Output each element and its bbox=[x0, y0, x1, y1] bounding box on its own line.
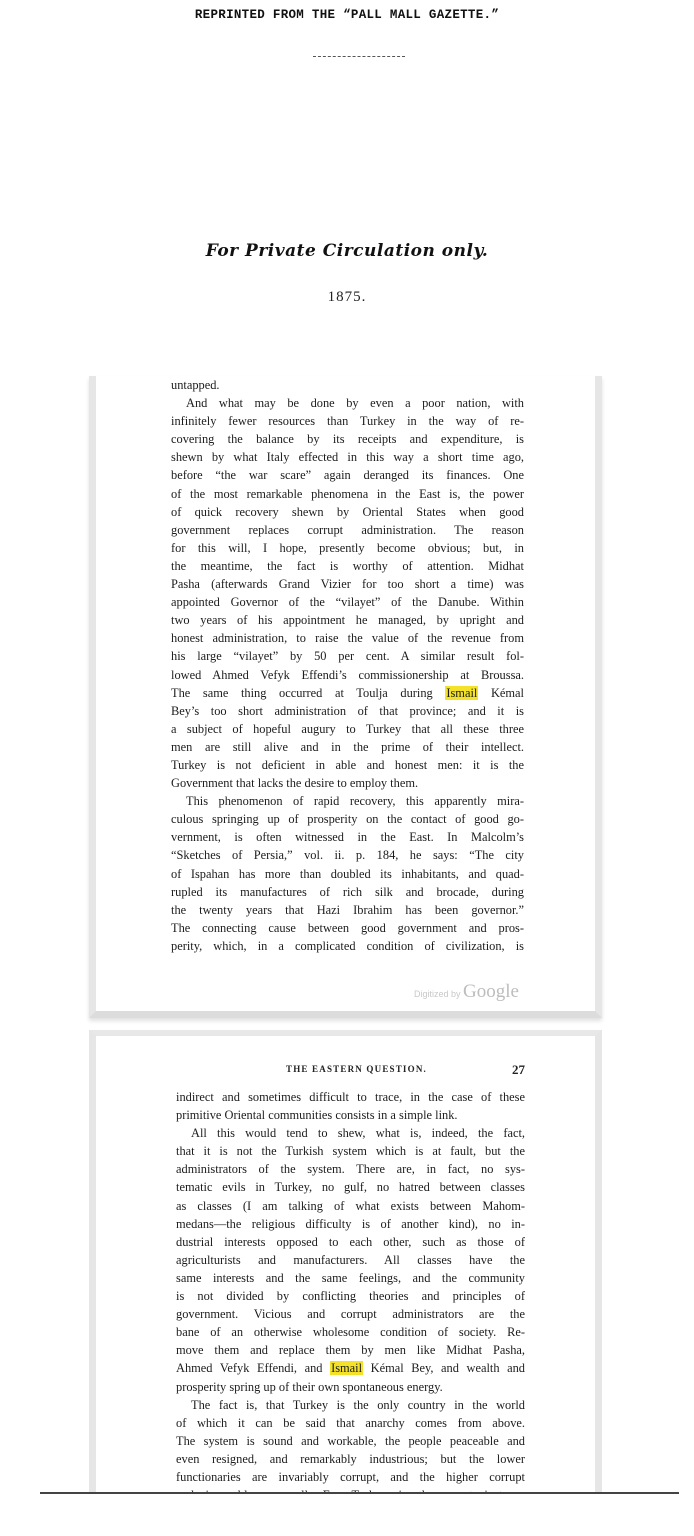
text-line: All this would tend to shew, what is, indeed, the fact, bbox=[191, 1126, 525, 1141]
text-line: administrators of the system. There are, in fact, no sys- bbox=[176, 1162, 525, 1177]
text-line: of quick recovery shewn by Oriental States when good bbox=[171, 504, 524, 519]
text-line: of the most remarkable phenomena in the East is, the power bbox=[171, 486, 524, 501]
text-line: perity, which, in a complicated condition of civilization, is bbox=[171, 938, 524, 953]
text-line: tematic evils in Turkey, no gulf, no hatred between classes bbox=[176, 1180, 525, 1195]
running-title: THE EASTERN QUESTION. bbox=[286, 1064, 427, 1074]
text-line: as classes (I am talking of what exists between Mahom- bbox=[176, 1198, 525, 1213]
text-line: Turkey is not deficient in able and honest men: it is the bbox=[171, 757, 524, 772]
google-logo-icon: Google bbox=[463, 981, 519, 1002]
book-page-26[interactable] bbox=[89, 376, 602, 1018]
text-line: same interests and the same feelings, and the community bbox=[176, 1270, 525, 1285]
text-line: Bey’s too short administration of that province; and it is bbox=[171, 703, 524, 718]
text-line: culous springing up of prosperity on the contact of good go- bbox=[171, 812, 524, 827]
bottom-divider bbox=[40, 1492, 679, 1494]
text-line: agriculturists and manufacturers. All classes have the bbox=[176, 1252, 525, 1267]
text-line: primitive Oriental communities consists in a simple link. bbox=[176, 1108, 458, 1123]
text-line: The fact is, that Turkey is the only country in the world bbox=[191, 1397, 525, 1412]
page-body-text bbox=[176, 1088, 525, 1504]
text-line: two years of his appointment he managed, by upright and bbox=[171, 613, 524, 628]
page-number: 27 bbox=[512, 1062, 525, 1077]
publication-year: 1875. bbox=[327, 289, 367, 305]
text-line: dustrial interests opposed to each other, such as those of bbox=[176, 1234, 525, 1249]
text-line: prosperity spring up of their own spontaneous energy. bbox=[176, 1379, 443, 1394]
text-line: before “the war scare” again deranged its finances. One bbox=[171, 468, 524, 483]
text-line: The system is sound and workable, the people peaceable and bbox=[176, 1433, 525, 1448]
text-line: indirect and sometimes difficult to trace, in the case of these bbox=[176, 1090, 525, 1104]
text-line: government. Vicious and corrupt administrators are the bbox=[176, 1307, 525, 1322]
text-line: government replaces corrupt administration. The reason bbox=[171, 522, 524, 537]
text-line: is not divided by conflicting theories and principles of bbox=[176, 1289, 525, 1304]
text-line: “Sketches of Persia,” vol. ii. p. 184, he says: “The city bbox=[171, 848, 524, 863]
text-line: appointed Governor of the “vilayet” of the Danube. Within bbox=[171, 595, 524, 610]
text-line: The connecting cause between good government and pros- bbox=[171, 920, 524, 935]
text-line: men are still alive and in the prime of their intellect. bbox=[171, 739, 524, 754]
text-line: that it is not the Turkish system which is at fault, but the bbox=[176, 1144, 525, 1159]
text-line: covering the balance by its receipts and expenditure, is bbox=[171, 432, 524, 447]
text-line: This phenomenon of rapid recovery, this apparently mira- bbox=[186, 794, 524, 809]
book-page-27[interactable] bbox=[89, 1030, 602, 1493]
text-line: the twenty years that Hazi Ibrahim has been governor.” bbox=[171, 902, 524, 917]
text-line: medans—the religious difficulty is of another kind), no in- bbox=[176, 1216, 525, 1231]
text-line: Ahmed Vefyk Effendi, and Ismail Kémal Bey, and wealth and bbox=[176, 1361, 526, 1376]
page-body-text bbox=[171, 376, 524, 955]
text-line: lowed Ahmed Vefyk Effendi’s commissionership at Broussa. bbox=[171, 667, 524, 682]
text-line: rupled its manufactures of rich silk and brocade, during bbox=[171, 884, 524, 899]
viewport-cutoff bbox=[0, 1494, 694, 1504]
text-line: of Ispahan has more than doubled its inhabitants, and quad- bbox=[171, 866, 524, 881]
search-highlight[interactable]: Ismail bbox=[446, 685, 478, 700]
text-line: honest administration, to raise the value of the revenue from bbox=[171, 631, 524, 646]
text-line: the meantime, the fact is worthy of attention. Midhat bbox=[171, 558, 524, 573]
text-line: of which it can be said that anarchy comes from above. bbox=[176, 1415, 525, 1430]
reprint-line: REPRINTED FROM THE “PALL MALL GAZETTE.” bbox=[194, 8, 500, 22]
text-line: Government that lacks the desire to employ them. bbox=[171, 776, 419, 791]
google-watermark bbox=[414, 981, 519, 1003]
watermark-prefix: Digitized by bbox=[414, 989, 461, 999]
text-line: And what may be done by even a poor nation, with bbox=[186, 396, 524, 411]
text-line: functionaries are invariably corrupt, and the higher corrupt bbox=[176, 1469, 525, 1484]
text-line: for this will, I hope, presently become obvious; but, in bbox=[171, 540, 524, 555]
text-line: bane of an otherwise wholesome condition of society. Re- bbox=[176, 1325, 525, 1340]
search-highlight[interactable]: Ismail bbox=[331, 1361, 363, 1376]
text-line: infinitely fewer resources than Turkey in the way of re- bbox=[171, 414, 524, 429]
text-line: shewn by what Italy effected in this way a short time ago, bbox=[171, 450, 524, 465]
text-line: Pasha (afterwards Grand Vizier for too short a time) was bbox=[171, 577, 524, 592]
text-line: The same thing occurred at Toulja during Ismail Kémal bbox=[171, 685, 524, 700]
decorative-rule bbox=[313, 56, 405, 57]
text-line: untapped. bbox=[171, 378, 220, 392]
text-line: his large “vilayet” by 50 per cent. A similar result fol- bbox=[171, 649, 524, 664]
running-head bbox=[176, 1062, 525, 1078]
text-line: a subject of hopeful augury to Turkey that all these three bbox=[171, 721, 524, 736]
private-circulation-title: For Private Circulation only. bbox=[205, 241, 489, 261]
text-line: even resigned, and remarkably industrious; but the lower bbox=[176, 1451, 525, 1466]
text-line: vernment, is often witnessed in the East. In Malcolm’s bbox=[171, 830, 524, 845]
text-line: move them and replace them by men like Midhat Pasha, bbox=[176, 1343, 525, 1358]
